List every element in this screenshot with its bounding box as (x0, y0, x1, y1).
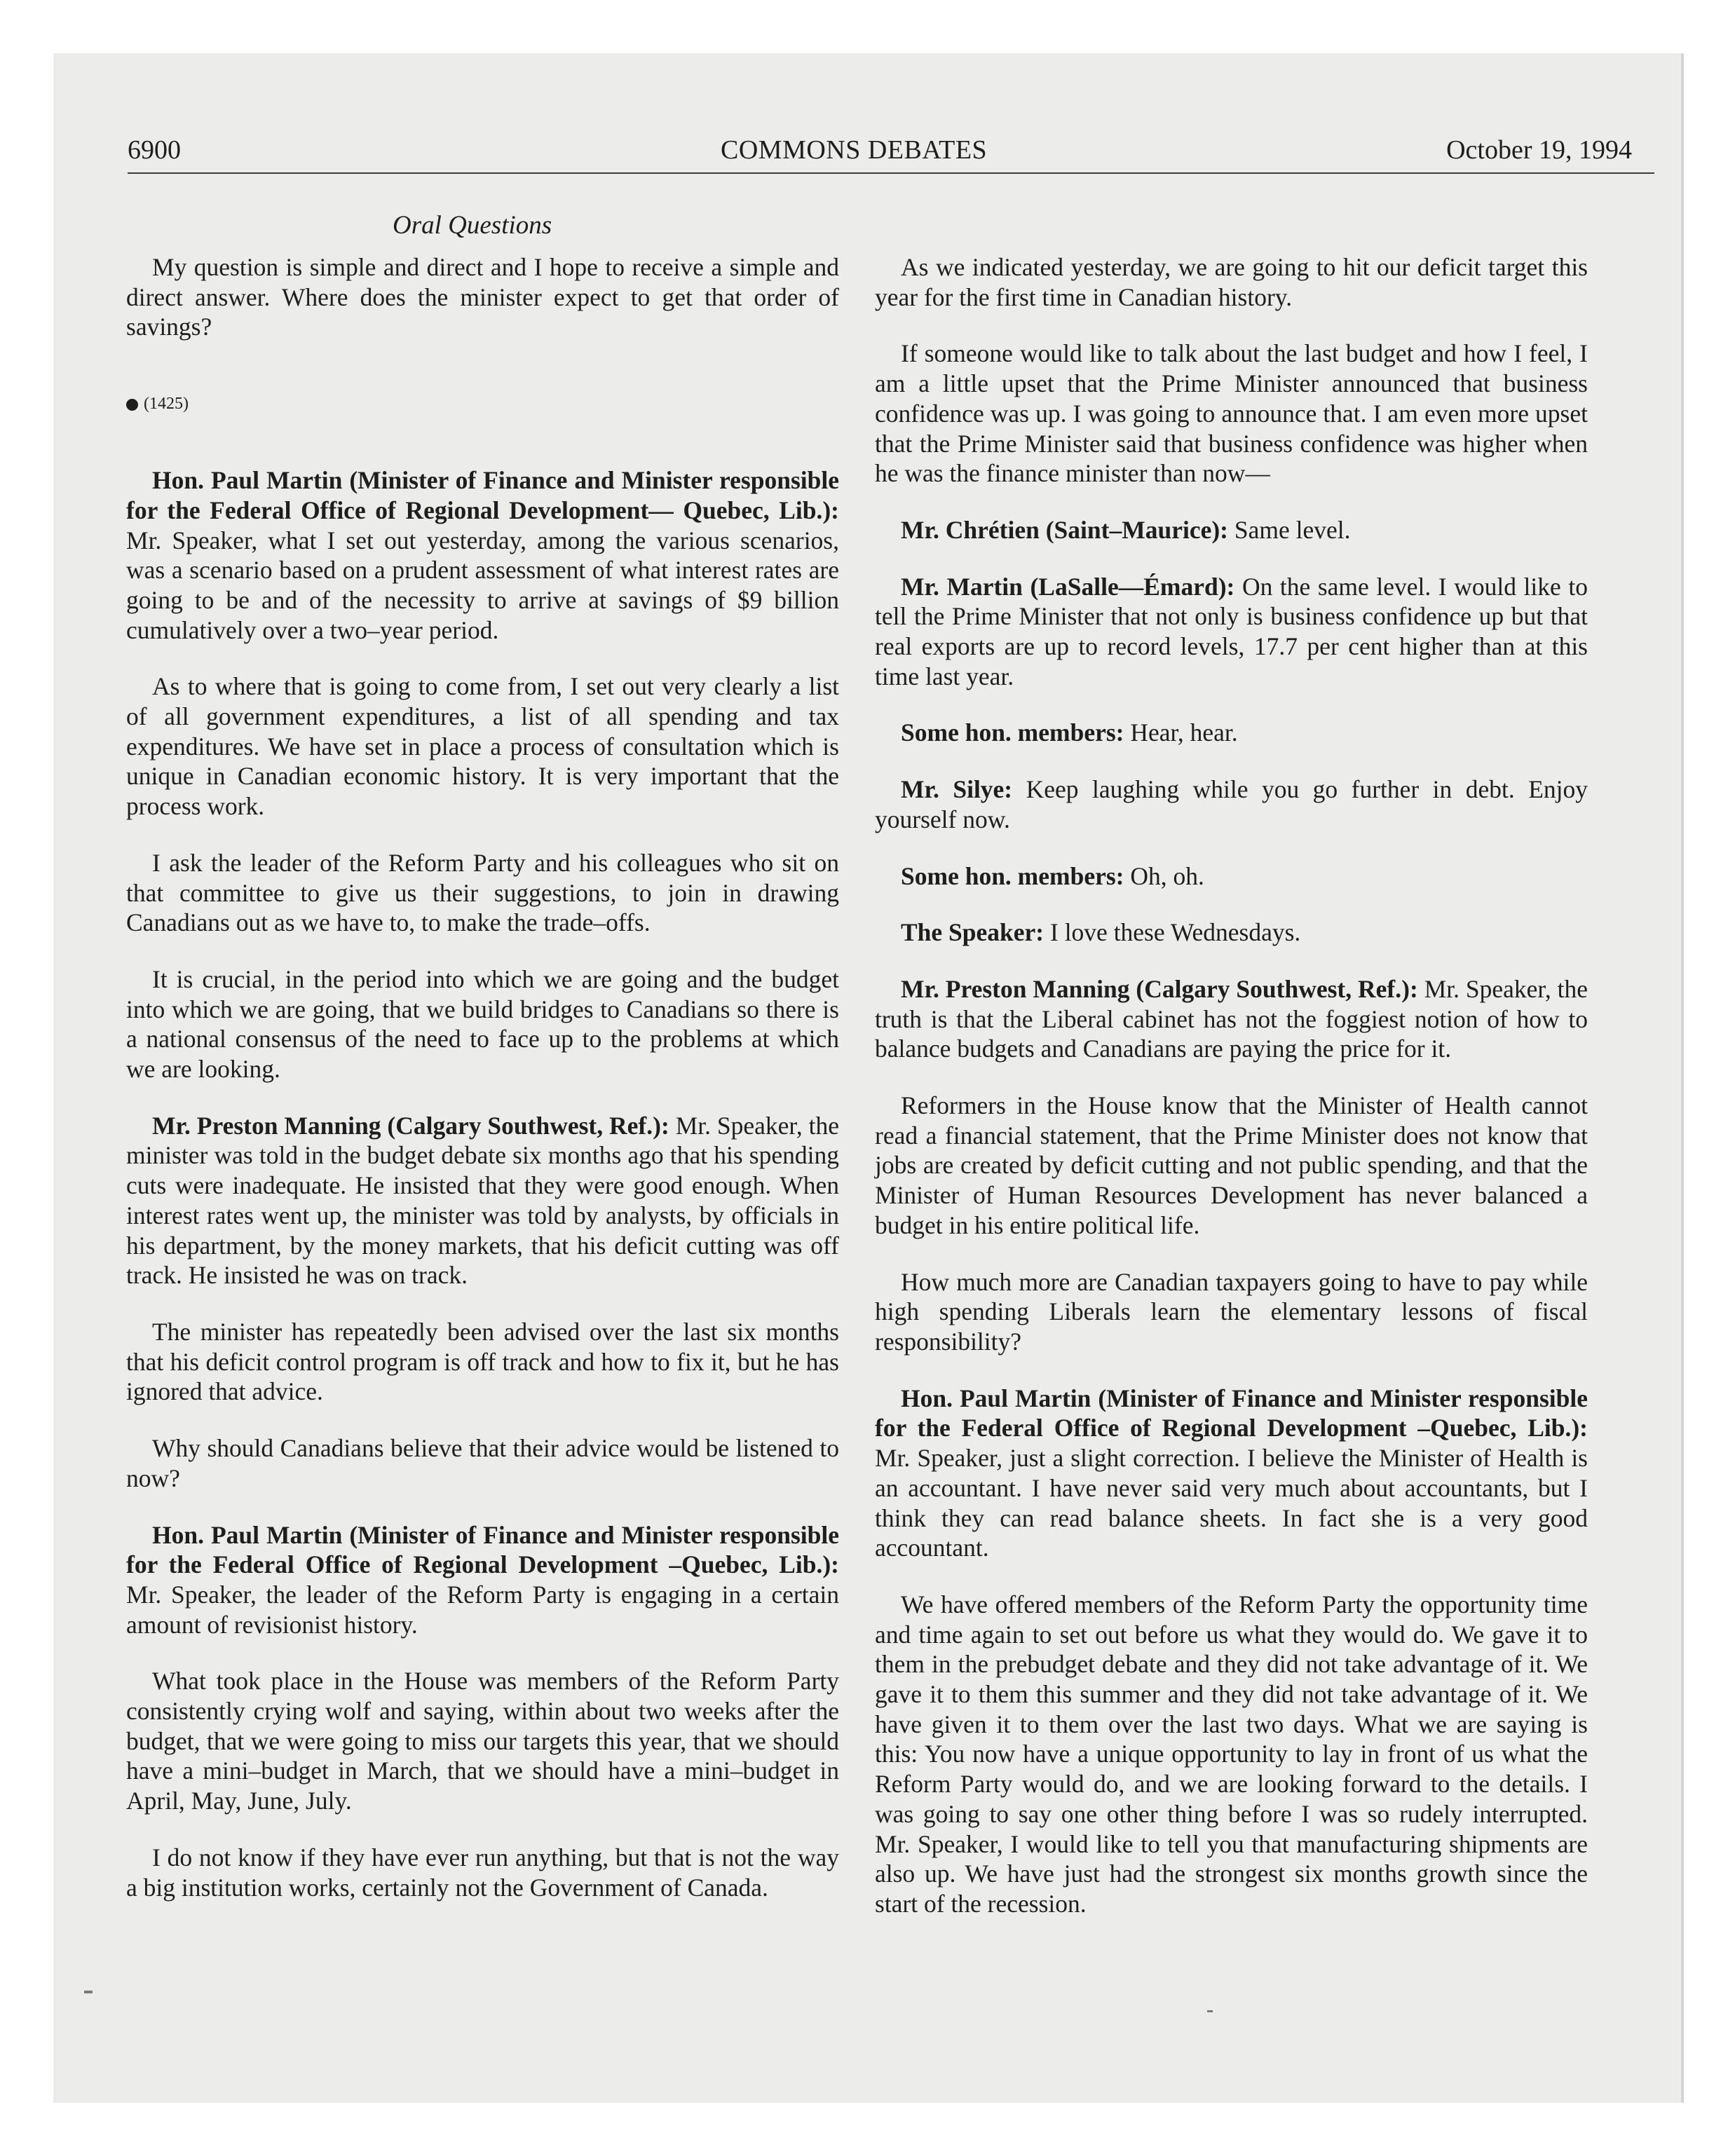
speech-paragraph (875, 718, 1588, 748)
bullet-icon (126, 399, 138, 411)
paragraph: Why should Canadians believe that their advice would be listened to now? (126, 1434, 839, 1492)
speaker-name: Mr. Chrétien (Saint–Maurice): (901, 515, 1228, 544)
paragraph: What took place in the House was members of the Reform Party consistently crying wolf and saying, within about two weeks after the budget, that we were going to miss our targets this year, that we should have a mini–budget in March, that we should have a mini–budget in April, May, June, July. (126, 1667, 839, 1815)
paragraph: I do not know if they have ever run anything, but that is not the way a big institution works, certainly not the Government of Canada. (126, 1843, 839, 1902)
page-date: October 19, 1994 (1446, 135, 1632, 165)
speaker-name: The Speaker: (901, 918, 1045, 947)
speech-text: Oh, oh. (1124, 861, 1204, 890)
left-column (126, 252, 839, 1929)
paragraph: My question is simple and direct and I hope to receive a simple and direct answer. Where does the minister expect to get that order of savings? (126, 253, 839, 341)
speaker-name: Some hon. members: (901, 861, 1124, 890)
page-edge-shadow (1681, 53, 1684, 2103)
speaker-name: Mr. Silye: (901, 775, 1013, 804)
header-rule (128, 172, 1654, 174)
speech-text: Same level. (1227, 515, 1351, 544)
paragraph: I ask the leader of the Reform Party and his colleagues who sit on that committee to give us their suggestions, to join in drawing Canadians out as we have to, to make the trade–offs. (126, 848, 839, 937)
paragraph: Reformers in the House know that the Minister of Health cannot read a financial statement, that the Prime Minister does not know that jobs are created by deficit cutting and not public spending, and that the Minister of Human Resources Development has never balanced a budget in his entire political life. (875, 1091, 1588, 1239)
speech-text: I love these Wednesdays. (1044, 918, 1301, 947)
paragraph: How much more are Canadian taxpayers going to have to pay while high spending Liberals learn the elementary lessons of fiscal responsibility? (875, 1267, 1588, 1356)
speaker-name: Mr. Preston Manning (Calgary Southwest, Ref.): (152, 1111, 669, 1140)
speech-text: Hear, hear. (1124, 718, 1238, 747)
speech-paragraph (126, 1520, 839, 1640)
speech-text: Mr. Speaker, the minister was told in the budget debate six months ago that his spending cuts were inadequate. He insisted that they were good enough. When interest rates went up, the minister was told by analysts, by officials in his department, by the money markets, that his deficit cutting was off track. He insisted he was on track. (126, 1111, 839, 1290)
paragraph: The minister has repeatedly been advised over the last six months that his deficit control program is off track and how to fix it, but he has ignored that advice. (126, 1317, 839, 1406)
right-column (875, 252, 1588, 1946)
paragraph: As to where that is going to come from, I set out very clearly a list of all government expenditures, a list of all spending and tax expenditures. We have set in place a process of consultation which is unique in Canadian economic history. It is very important that the process work. (126, 672, 839, 821)
running-head: COMMONS DEBATES (721, 135, 988, 165)
scan-speck (1207, 2010, 1213, 2012)
speaker-name: Hon. Paul Martin (Minister of Finance and Minister responsible for the Federal Office of Regional Development –Quebec, Lib.): (126, 1520, 839, 1579)
speech-text: On the same level. I would like to tell the Prime Minister that not only is business confidence up but that real exports are up to record levels, 17.7 per cent higher than at this time last year. (875, 572, 1588, 690)
speech-paragraph (875, 775, 1588, 834)
speech-paragraph (875, 917, 1588, 948)
speech-paragraph (126, 1111, 839, 1290)
section-title: Oral Questions (393, 211, 552, 240)
speaker-name: Hon. Paul Martin (Minister of Finance and Minister responsible for the Federal Office of Regional Development –Quebec, Lib.): (875, 1384, 1588, 1442)
speech-paragraph (875, 1384, 1588, 1563)
speech-paragraph (875, 974, 1588, 1064)
scan-speck (84, 1991, 93, 1993)
speaker-name: Mr. Preston Manning (Calgary Southwest, Ref.): (901, 974, 1418, 1003)
speech-text: Mr. Speaker, the truth is that the Liberal cabinet has not the foggiest notion of how to balance budgets and Canadians are paying the price for it. (875, 974, 1588, 1063)
speech-paragraph (875, 515, 1588, 545)
speaker-name: Some hon. members: (901, 718, 1124, 747)
speaker-name: Mr. Martin (LaSalle—Émard): (901, 572, 1235, 601)
speech-paragraph (126, 465, 839, 645)
page-number: 6900 (128, 135, 181, 165)
paragraph: As we indicated yesterday, we are going to hit our deficit target this year for the first time in Canadian history. (875, 253, 1588, 311)
speech-text: Mr. Speaker, the leader of the Reform Party is engaging in a certain amount of revisionist history. (126, 1580, 839, 1639)
speech-paragraph (875, 861, 1588, 892)
speech-text: Mr. Speaker, just a slight correction. I believe the Minister of Health is an accountant. I have never said very much about accountants, but I think they can read balance sheets. In fact she is a very good accountant. (875, 1444, 1588, 1562)
speech-text: Mr. Speaker, what I set out yesterday, among the various scenarios, was a scenario based on a prudent assessment of what interest rates are going to be and of the necessity to arrive at savings of $9 billion cumulatively over a two–year period. (126, 526, 839, 644)
time-marker-text: (1425) (144, 395, 189, 414)
speech-paragraph (875, 572, 1588, 692)
speaker-name: Hon. Paul Martin (Minister of Finance and Minister responsible for the Federal Office of Regional Development— Quebec, Lib.): (126, 466, 839, 524)
speech-text: Keep laughing while you go further in debt. Enjoy yourself now. (875, 775, 1588, 833)
paragraph: It is crucial, in the period into which we are going and the budget into which we are going, that we build bridges to Canadians so there is a national consensus of the need to face up to the problems at which we are looking. (126, 964, 839, 1084)
paragraph: If someone would like to talk about the last budget and how I feel, I am a little upset that the Prime Minister announced that business confidence was up. I was going to announce that. I am even more upset that the Prime Minister said that business confidence was higher when he was the finance minister than now— (875, 339, 1588, 488)
time-marker (126, 369, 839, 439)
paragraph: We have offered members of the Reform Party the opportunity time and time again to set out before us what they would do. We gave it to them in the prebudget debate and they did not take advantage of it. We gave it to them this summer and they did not take advantage of it. We have given it to them over the last two days. What we are saying is this: You now have a unique opportunity to lay in front of us what the Reform Party would do, and we are looking forward to the details. I was going to say one other thing before I was so rudely interrupted. Mr. Speaker, I would like to tell you that manufacturing shipments are also up. We have just had the strongest six months growth since the start of the recession. (875, 1590, 1588, 1918)
